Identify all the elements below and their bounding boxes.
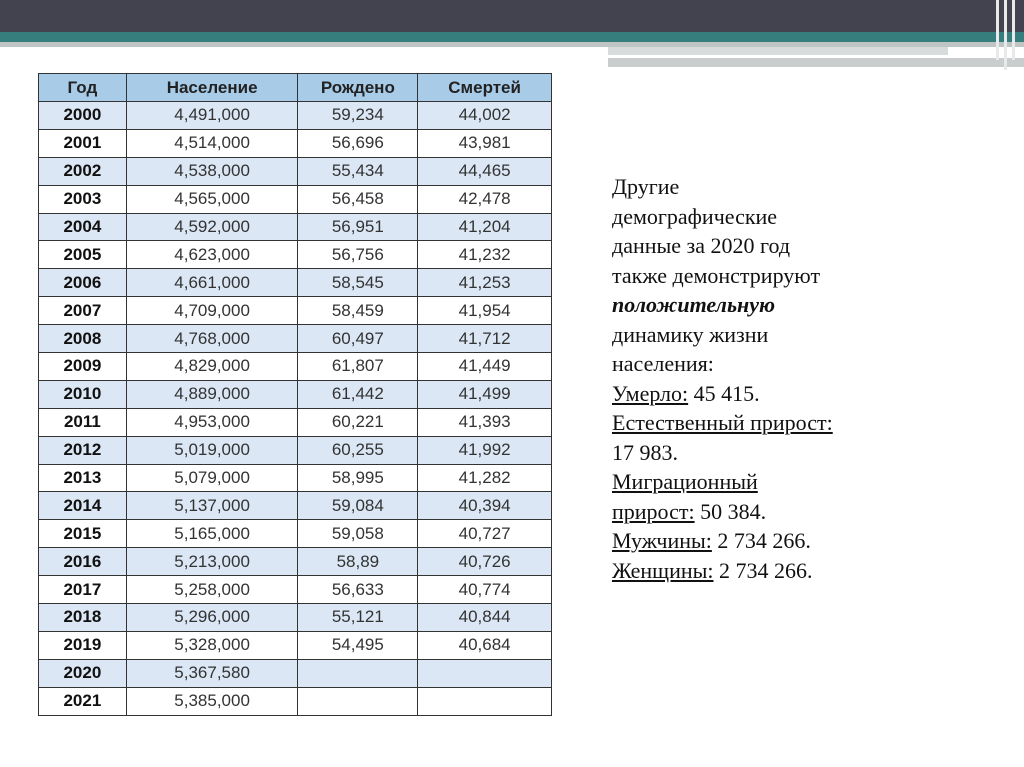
cell-population: 4,829,000 [126,353,298,381]
cell-population: 4,768,000 [126,325,298,353]
cell-births: 59,058 [298,520,418,548]
cell-population: 4,491,000 [126,102,298,130]
cell-deaths: 41,204 [418,213,552,241]
cell-year: 2002 [39,157,127,185]
cell-year: 2021 [39,687,127,715]
info-line: также демонстрируют [612,262,821,288]
table-row [39,325,552,353]
women-value: 2 734 266. [713,557,813,583]
cell-population: 5,137,000 [126,492,298,520]
decor-vertical-stripe [1004,0,1007,70]
cell-births: 59,084 [298,492,418,520]
table-row [39,353,552,381]
table-row [39,241,552,269]
cell-population: 5,079,000 [126,464,298,492]
cell-deaths: 40,774 [418,576,552,604]
cell-births: 56,756 [298,241,418,269]
table-row [39,492,552,520]
info-line: динамику жизни [612,321,769,347]
cell-births [298,687,418,715]
cell-population: 5,385,000 [126,687,298,715]
cell-year: 2017 [39,576,127,604]
cell-births: 58,459 [298,297,418,325]
table-row [39,436,552,464]
cell-population: 4,661,000 [126,269,298,297]
header-accent-stripe [0,32,1024,42]
cell-births [298,659,418,687]
cell-deaths: 42,478 [418,185,552,213]
table-row [39,157,552,185]
table-row [39,269,552,297]
table-row [39,102,552,130]
migration-value: 50 384. [694,498,767,524]
cell-births: 61,807 [298,353,418,381]
cell-year: 2003 [39,185,127,213]
table-row [39,576,552,604]
cell-year: 2011 [39,408,127,436]
cell-year: 2015 [39,520,127,548]
table-row [39,185,552,213]
cell-year: 2016 [39,548,127,576]
cell-births: 56,951 [298,213,418,241]
cell-births: 56,696 [298,129,418,157]
cell-births: 58,89 [298,548,418,576]
cell-deaths: 43,981 [418,129,552,157]
cell-births: 56,458 [298,185,418,213]
women-label: Женщины: [612,557,714,583]
info-line: населения: [612,351,714,376]
cell-year: 2000 [39,102,127,130]
cell-population: 4,538,000 [126,157,298,185]
cell-deaths [418,687,552,715]
decor-vertical-stripe [996,0,999,60]
cell-deaths: 41,232 [418,241,552,269]
men-stat [612,526,912,556]
cell-deaths: 41,253 [418,269,552,297]
cell-population: 4,709,000 [126,297,298,325]
migration-label-2: прирост: [612,498,695,524]
header-bar [0,0,1024,32]
cell-deaths: 41,499 [418,380,552,408]
info-line: данные за 2020 год [612,233,791,258]
cell-year: 2019 [39,631,127,659]
cell-population: 4,514,000 [126,129,298,157]
migration-label: Миграционный [612,469,758,494]
table-row [39,464,552,492]
cell-deaths: 40,844 [418,604,552,632]
column-header-population: Население [126,74,298,102]
cell-population: 5,019,000 [126,436,298,464]
demographics-table [38,73,552,716]
cell-population: 5,258,000 [126,576,298,604]
cell-year: 2008 [39,325,127,353]
info-text-block [612,172,912,585]
cell-births: 55,121 [298,604,418,632]
cell-population: 4,953,000 [126,408,298,436]
cell-population: 5,213,000 [126,548,298,576]
table-row [39,380,552,408]
column-header-deaths: Смертей [418,74,552,102]
migration-stat [612,497,912,527]
cell-deaths [418,659,552,687]
cell-population: 4,889,000 [126,380,298,408]
cell-deaths: 41,282 [418,464,552,492]
cell-year: 2006 [39,269,127,297]
women-stat [612,556,912,586]
cell-deaths: 41,992 [418,436,552,464]
cell-year: 2010 [39,380,127,408]
cell-population: 4,592,000 [126,213,298,241]
cell-deaths: 40,394 [418,492,552,520]
died-stat [612,379,912,409]
table-row [39,687,552,715]
table-row [39,631,552,659]
cell-births: 60,255 [298,436,418,464]
cell-deaths: 41,712 [418,325,552,353]
cell-deaths: 41,954 [418,297,552,325]
cell-births: 58,545 [298,269,418,297]
cell-deaths: 40,727 [418,520,552,548]
cell-births: 60,497 [298,325,418,353]
cell-year: 2018 [39,604,127,632]
cell-population: 5,367,580 [126,659,298,687]
cell-population: 5,328,000 [126,631,298,659]
decor-vertical-stripe [1012,0,1015,60]
info-line: Другие [612,174,680,199]
column-header-year: Год [39,74,127,102]
column-header-births: Рождено [298,74,418,102]
table-row [39,548,552,576]
cell-deaths: 40,684 [418,631,552,659]
cell-population: 5,296,000 [126,604,298,632]
cell-year: 2009 [39,353,127,381]
cell-deaths: 41,449 [418,353,552,381]
died-value: 45 415. [688,380,760,406]
cell-births: 59,234 [298,102,418,130]
cell-year: 2007 [39,297,127,325]
table-row [39,659,552,687]
cell-year: 2005 [39,241,127,269]
cell-population: 4,623,000 [126,241,298,269]
info-line: демографические [612,203,778,229]
natural-growth-label: Естественный прирост: [612,410,833,435]
cell-births: 58,995 [298,464,418,492]
header-decor-bar [608,47,948,55]
cell-births: 55,434 [298,157,418,185]
cell-births: 54,495 [298,631,418,659]
cell-births: 56,633 [298,576,418,604]
table-body [39,102,552,716]
natural-growth-value: 17 983. [612,439,678,465]
cell-deaths: 44,465 [418,157,552,185]
cell-births: 61,442 [298,380,418,408]
cell-population: 4,565,000 [126,185,298,213]
cell-deaths: 41,393 [418,408,552,436]
table-row [39,520,552,548]
table-row [39,297,552,325]
cell-population: 5,165,000 [126,520,298,548]
men-value: 2 734 266. [711,528,811,553]
cell-year: 2004 [39,213,127,241]
table-row [39,213,552,241]
cell-deaths: 40,726 [418,548,552,576]
cell-year: 2014 [39,492,127,520]
cell-year: 2013 [39,464,127,492]
men-label: Мужчины: [612,528,712,553]
table-row [39,604,552,632]
info-line-emphasis: положительную [612,292,776,317]
table-row [39,408,552,436]
died-label: Умерло: [612,380,689,406]
cell-births: 60,221 [298,408,418,436]
cell-year: 2020 [39,659,127,687]
cell-deaths: 44,002 [418,102,552,130]
header-decor-bar-2 [608,58,1024,67]
table-header-row [39,74,552,102]
table-row [39,129,552,157]
cell-year: 2001 [39,129,127,157]
cell-year: 2012 [39,436,127,464]
